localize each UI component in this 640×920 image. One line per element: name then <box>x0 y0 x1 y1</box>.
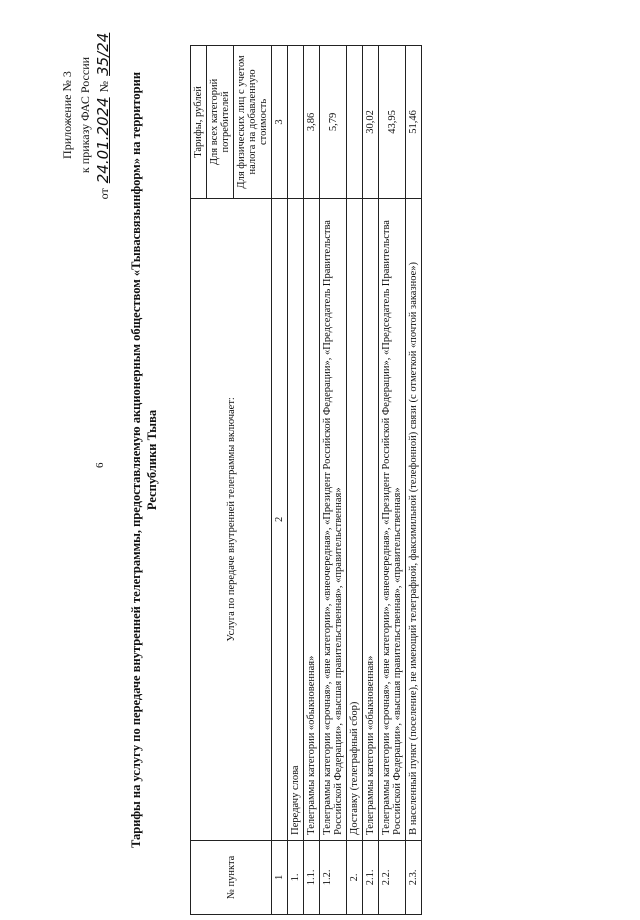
appendix-label: Приложение № 3 <box>60 71 74 159</box>
table-row <box>288 46 304 915</box>
table-row <box>406 46 422 915</box>
tariff-table <box>190 45 422 915</box>
row-tariff: 5,79 <box>320 46 347 199</box>
column-number-row <box>272 46 288 915</box>
table-row <box>347 46 363 915</box>
table-row <box>320 46 347 915</box>
col-header-service: Услуга по передаче внутренней телеграммы включает: <box>191 198 272 840</box>
table-header-row <box>191 46 207 915</box>
row-tariff: 51,46 <box>406 46 422 199</box>
row-tariff: 3,86 <box>304 46 320 199</box>
column-number: 2 <box>272 198 288 840</box>
column-number: 1 <box>272 840 288 914</box>
row-service: Телеграммы категории «срочная», «вне категории», «внеочередная», «Президент Российской Федерации», «Председатель Правительства Российской Федерации», «высшая правительственная», «правительственная» <box>320 198 347 840</box>
row-number: 1. <box>288 840 304 914</box>
col-header-individuals: Для физических лиц с учетом налога на добавленную стоимость <box>234 46 272 199</box>
row-service: Передачу слова <box>288 198 304 840</box>
row-tariff <box>347 46 363 199</box>
row-tariff: 43,95 <box>379 46 406 199</box>
table-row <box>304 46 320 915</box>
row-number: 2. <box>347 840 363 914</box>
order-date-line <box>94 15 113 215</box>
row-service: Доставку (телеграфный сбор) <box>347 198 363 840</box>
page-number: 6 <box>94 462 106 468</box>
row-number: 1.2. <box>320 840 347 914</box>
order-number-prefix: № <box>97 80 111 93</box>
title-line-2: Республики Тыва <box>145 409 159 511</box>
col-header-tariffs: Тарифы, рублей <box>191 46 207 199</box>
table-row <box>363 46 379 915</box>
order-reference: к приказу ФАС России <box>78 56 92 174</box>
row-number: 2.3. <box>406 840 422 914</box>
column-number: 3 <box>272 46 288 199</box>
row-number: 2.2. <box>379 840 406 914</box>
row-tariff: 30,02 <box>363 46 379 199</box>
col-header-num: № пункта <box>191 840 272 914</box>
order-date: 24.01.2024 <box>94 97 112 184</box>
row-number: 1.1. <box>304 840 320 914</box>
order-date-prefix: от <box>97 188 111 200</box>
order-number: 35/24 <box>94 32 112 76</box>
row-service: Телеграммы категории «срочная», «вне категории», «внеочередная», «Президент Российской Федерации», «Председатель Правительства Российской Федерации», «высшая правительственная», «правительственная» <box>379 198 406 840</box>
row-service: Телеграммы категории «обыкновенная» <box>304 198 320 840</box>
title-line-1: Тарифы на услугу по передаче внутренней телеграммы, предоставляемую акционерным обществом «Тывасвязьинформ» на территории <box>129 71 143 849</box>
document-title <box>128 10 160 910</box>
appendix-header <box>58 15 113 215</box>
row-tariff <box>288 46 304 199</box>
table-row <box>379 46 406 915</box>
row-number: 2.1. <box>363 840 379 914</box>
col-header-all-consumers: Для всех категорий потребителей <box>207 46 234 199</box>
row-service: Телеграммы категории «обыкновенная» <box>363 198 379 840</box>
row-service: В населенный пункт (поселение), не имеющий телеграфной, факсимильной (телефонной) связи (с отметкой «почтой заказное») <box>406 198 422 840</box>
